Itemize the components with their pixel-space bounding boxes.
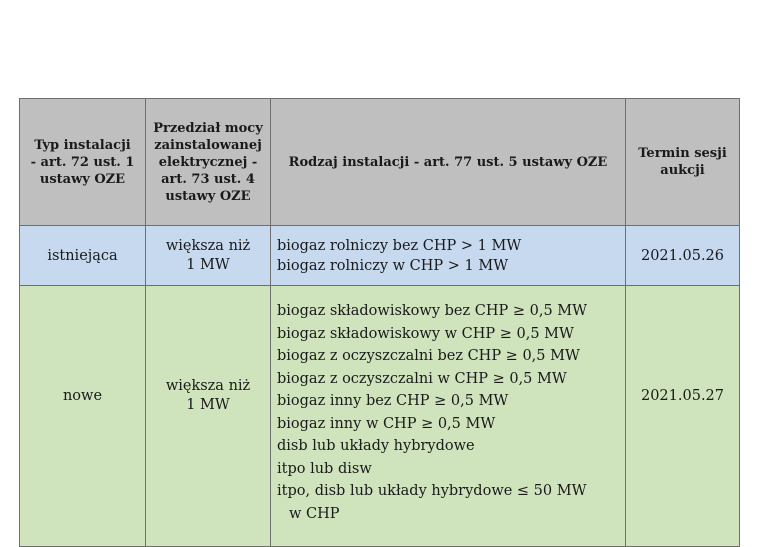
power-text: większa niż 1 MW (165, 378, 251, 413)
auction-table (19, 98, 740, 547)
kind-line: biogaz inny w CHP ≥ 0,5 MW (277, 415, 496, 432)
header-row (20, 99, 740, 226)
kind-line: itpo, disb lub układy hybrydowe ≤ 50 MW (277, 483, 587, 499)
kind-line: biogaz inny bez CHP ≥ 0,5 MW (277, 393, 509, 409)
header-installation-kind: Rodzaj instalacji - art. 77 ust. 5 ustawy OZE (271, 99, 626, 226)
cell-installation-type (20, 286, 146, 547)
header-auction-date: Termin sesji aukcji (626, 99, 740, 226)
kind-line: biogaz z oczyszczalni bez CHP ≥ 0,5 MW (277, 348, 580, 364)
date-text: 2021.05.27 (640, 388, 725, 404)
kind-line: w CHP (289, 505, 340, 522)
type-text: nowe (62, 388, 103, 404)
table-row (20, 226, 740, 286)
kind-line: biogaz z oczyszczalni w CHP ≥ 0,5 MW (277, 370, 567, 387)
table-row (20, 286, 740, 547)
cell-auction-date: 2021.05.26 (626, 226, 740, 286)
kind-line: biogaz rolniczy bez CHP > 1 MW (277, 237, 522, 254)
header-power-range: Przedział mocy zainstalowanej elektrycznej - art. 73 ust. 4 ustawy OZE (146, 99, 271, 226)
cell-installation-type: istniejąca (20, 226, 146, 286)
header-installation-type: Typ instalacji - art. 72 ust. 1 ustawy OZE (20, 99, 146, 226)
cell-installation-kinds (271, 226, 626, 286)
kind-line: itpo lub disw (277, 460, 372, 477)
kind-line: biogaz składowiskowy w CHP ≥ 0,5 MW (277, 325, 574, 342)
cell-installation-kinds (271, 286, 626, 547)
cell-power-range: większa niż 1 MW (146, 226, 271, 286)
cell-power-range (146, 286, 271, 547)
kind-line: disb lub układy hybrydowe (277, 438, 475, 454)
kind-line: biogaz składowiskowy bez CHP ≥ 0,5 MW (277, 303, 588, 319)
kind-line: biogaz rolniczy w CHP > 1 MW (277, 257, 509, 274)
cell-auction-date (626, 286, 740, 547)
